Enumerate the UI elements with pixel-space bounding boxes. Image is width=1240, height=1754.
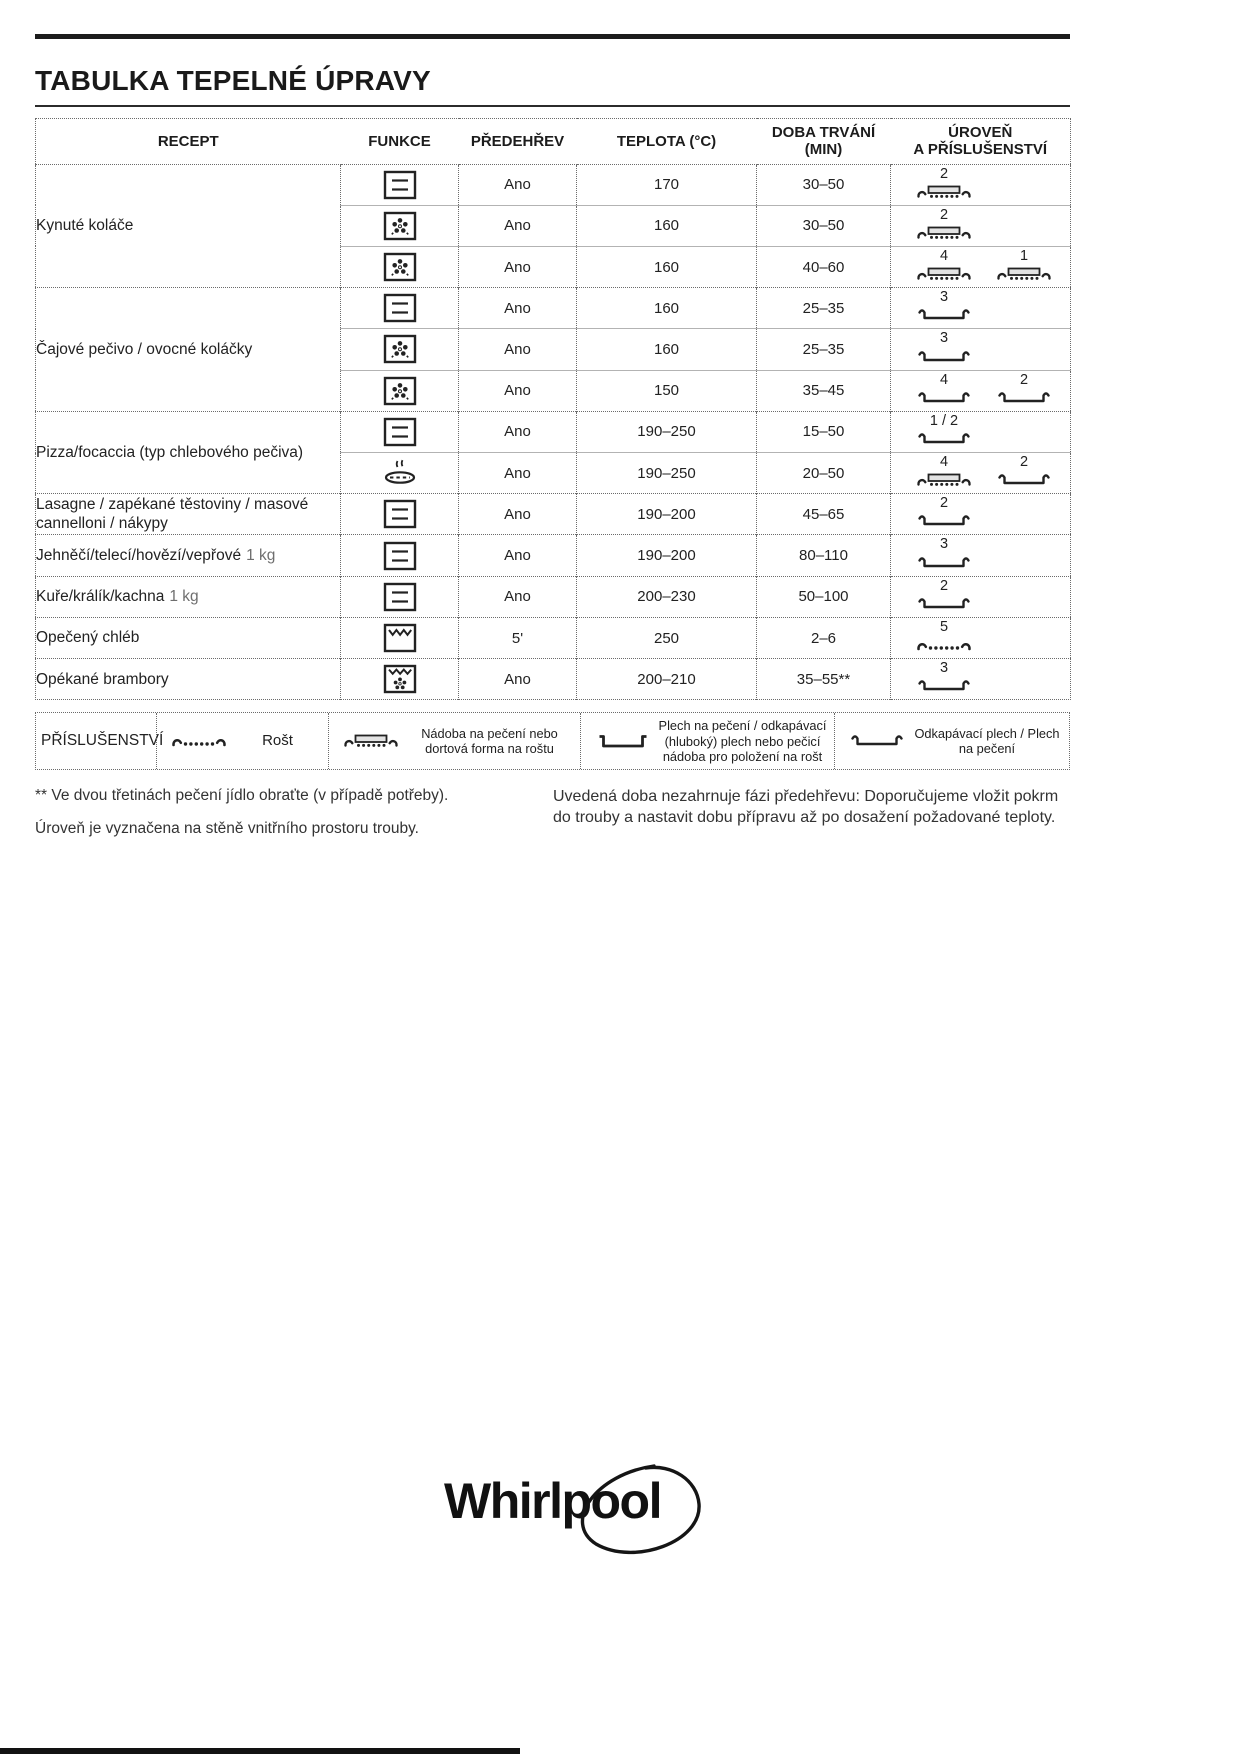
baking-tray-icon [916, 349, 972, 365]
recipe-suffix: 1 kg [246, 546, 276, 564]
legend-item-text: Odkapávací plech / Plech na pečení [914, 725, 1060, 757]
recipe-cell [36, 494, 341, 535]
tray-on-shelf-icon [916, 184, 972, 200]
level-indicators [891, 535, 1070, 575]
duration-cell: 25–35 [757, 329, 891, 370]
function-cell [341, 329, 459, 370]
duration-cell: 2–6 [757, 617, 891, 658]
temperature-cell: 190–200 [577, 494, 757, 535]
level-indicators [891, 412, 1070, 452]
table-row [36, 617, 1071, 658]
temperature-cell: 250 [577, 617, 757, 658]
temperature-cell: 190–200 [577, 535, 757, 576]
grill-icon [380, 623, 420, 653]
level-indicators [891, 288, 1070, 328]
column-header-recipe: RECEPT [36, 119, 341, 165]
pizza-function-icon [380, 458, 420, 488]
table-row [36, 494, 1071, 535]
function-cell [341, 453, 459, 494]
duration-cell: 25–35 [757, 288, 891, 329]
preheat-cell: Ano [459, 246, 577, 287]
footnotes [35, 786, 1070, 852]
legend-item-tray-on-shelf [328, 713, 580, 769]
turbo-grill-icon [380, 664, 420, 694]
level-indicator [915, 496, 973, 529]
baking-tray-icon [996, 472, 1052, 488]
level-number: 2 [1019, 454, 1029, 471]
wire-shelf-icon [916, 637, 972, 653]
fan-oven-icon [380, 334, 420, 364]
conventional-oven-icon [380, 541, 420, 571]
temperature-cell: 200–210 [577, 659, 757, 700]
temperature-cell: 160 [577, 329, 757, 370]
level-indicators [891, 165, 1070, 205]
baking-tray-icon [916, 431, 972, 447]
duration-cell: 35–55** [757, 659, 891, 700]
footnote-turn-food: ** Ve dvou třetinách pečení jídlo obraťte (v případě potřeby). [35, 787, 449, 805]
table-row [36, 659, 1071, 700]
recipe-name: Kynuté koláče [36, 217, 134, 235]
temperature-cell: 160 [577, 205, 757, 246]
header-row [36, 119, 1071, 165]
column-header-level [891, 119, 1071, 165]
deep-tray-icon [595, 732, 651, 750]
fan-oven-icon [380, 252, 420, 282]
level-cell [891, 164, 1071, 205]
level-number: 4 [939, 454, 949, 471]
recipe-suffix: 1 kg [169, 588, 199, 606]
temperature-cell: 190–250 [577, 453, 757, 494]
level-number: 2 [939, 206, 949, 223]
preheat-cell: Ano [459, 370, 577, 411]
table-row [36, 164, 1071, 205]
duration-header-line2: (MIN) [804, 141, 843, 159]
footnote-level-marking: Úroveň je vyznačena na stěně vnitřního prostoru trouby. [35, 820, 419, 838]
column-header-duration [757, 119, 891, 165]
level-cell [891, 411, 1071, 452]
level-number: 3 [939, 289, 949, 306]
table-row [36, 576, 1071, 617]
table-row [36, 411, 1071, 452]
recipe-name: Kuře/králík/kachna [36, 588, 165, 606]
conventional-oven-icon [380, 417, 420, 447]
level-indicators [891, 247, 1070, 287]
function-cell [341, 535, 459, 576]
baking-tray-icon [916, 596, 972, 612]
level-cell [891, 370, 1071, 411]
footnotes-left [35, 786, 513, 852]
function-cell [341, 494, 459, 535]
tray-on-shelf-icon [916, 266, 972, 282]
conventional-oven-icon [380, 582, 420, 612]
whirlpool-logo [444, 1472, 661, 1530]
footnote-preheat-info: Uvedená doba nezahrnuje fázi předehřevu: Doporučujeme vložit pokrm do trouby a nastavit dobu přípravu až po dosažení požadované teploty. [553, 788, 1059, 827]
level-indicator [915, 414, 973, 447]
fan-oven-icon [380, 376, 420, 406]
level-indicator [915, 331, 973, 364]
recipe-cell [36, 617, 341, 658]
recipe-cell [36, 164, 341, 288]
level-cell [891, 617, 1071, 658]
level-indicators [891, 577, 1070, 617]
level-indicator [915, 537, 973, 570]
recipe-name: Pizza/focaccia (typ chlebového pečiva) [36, 443, 304, 461]
duration-cell: 80–110 [757, 535, 891, 576]
preheat-cell: Ano [459, 494, 577, 535]
legend-label: PŘÍSLUŠENSTVÍ [41, 732, 164, 750]
level-indicator [915, 249, 973, 282]
temperature-cell: 170 [577, 164, 757, 205]
temperature-cell: 160 [577, 246, 757, 287]
level-number: 2 [939, 165, 949, 182]
recipe-cell [36, 535, 341, 576]
function-cell [341, 164, 459, 205]
level-indicators [891, 659, 1070, 699]
level-cell [891, 453, 1071, 494]
level-number: 3 [939, 536, 949, 553]
preheat-cell: Ano [459, 453, 577, 494]
level-number: 4 [939, 247, 949, 264]
level-indicator [915, 373, 973, 406]
temperature-cell: 150 [577, 370, 757, 411]
level-indicator [915, 208, 973, 241]
level-number: 3 [939, 660, 949, 677]
tray-on-shelf-icon [916, 472, 972, 488]
level-cell [891, 246, 1071, 287]
level-indicators [891, 206, 1070, 246]
column-header-temperature: TEPLOTA (°C) [577, 119, 757, 165]
preheat-cell: Ano [459, 659, 577, 700]
level-indicators [891, 494, 1070, 534]
duration-cell: 45–65 [757, 494, 891, 535]
level-number: 4 [939, 371, 949, 388]
preheat-cell: Ano [459, 329, 577, 370]
recipe-cell [36, 576, 341, 617]
function-cell [341, 205, 459, 246]
preheat-cell: Ano [459, 164, 577, 205]
table-row [36, 288, 1071, 329]
duration-cell: 20–50 [757, 453, 891, 494]
function-cell [341, 370, 459, 411]
duration-cell: 30–50 [757, 164, 891, 205]
temperature-cell: 200–230 [577, 576, 757, 617]
duration-cell: 15–50 [757, 411, 891, 452]
level-number: 2 [939, 577, 949, 594]
page-title: TABULKA TEPELNÉ ÚPRAVY [35, 65, 431, 96]
level-cell [891, 535, 1071, 576]
function-cell [341, 659, 459, 700]
level-indicator [915, 455, 973, 488]
tray-on-shelf-icon [916, 225, 972, 241]
level-indicator [995, 249, 1053, 282]
baking-tray-icon [916, 307, 972, 323]
level-indicators [891, 618, 1070, 658]
duration-cell: 35–45 [757, 370, 891, 411]
duration-cell: 50–100 [757, 576, 891, 617]
column-header-preheat: PŘEDEHŘEV [459, 119, 577, 165]
recipe-cell [36, 288, 341, 412]
preheat-cell: Ano [459, 576, 577, 617]
legend-item-text: Nádoba na pečení nebo dortová forma na roštu [421, 725, 558, 757]
level-number: 3 [939, 330, 949, 347]
baking-tray-icon [916, 555, 972, 571]
baking-tray-icon [916, 513, 972, 529]
conventional-oven-icon [380, 499, 420, 529]
brand-logo-area [35, 1472, 1070, 1530]
temperature-cell: 190–250 [577, 411, 757, 452]
column-header-function: FUNKCE [341, 119, 459, 165]
level-cell [891, 329, 1071, 370]
level-indicator [915, 167, 973, 200]
level-indicator [915, 290, 973, 323]
level-indicators [891, 453, 1070, 493]
baking-tray-icon [916, 390, 972, 406]
function-cell [341, 246, 459, 287]
level-indicator [915, 661, 973, 694]
level-cell [891, 494, 1071, 535]
preheat-cell: Ano [459, 205, 577, 246]
legend-item-drip-tray [834, 713, 1069, 769]
recipe-name: Čajové pečivo / ovocné koláčky [36, 340, 253, 358]
page-edge-bar [0, 1748, 520, 1754]
legend-item-wire-shelf [156, 713, 328, 769]
level-cell [891, 288, 1071, 329]
level-number: 1 / 2 [929, 412, 959, 429]
drip-tray-icon [849, 733, 905, 749]
baking-tray-icon [916, 678, 972, 694]
legend-item-text: Rošt [262, 732, 293, 750]
recipe-cell [36, 411, 341, 493]
baking-tray-icon [996, 390, 1052, 406]
function-cell [341, 288, 459, 329]
top-rule [35, 34, 1070, 39]
tray-on-shelf-icon [996, 266, 1052, 282]
cooking-table [35, 118, 1071, 700]
preheat-cell: Ano [459, 411, 577, 452]
function-cell [341, 411, 459, 452]
recipe-name: Opékané brambory [36, 670, 169, 688]
level-number: 1 [1019, 247, 1029, 264]
wire-shelf-icon [171, 733, 227, 749]
page-content [35, 34, 1070, 853]
function-cell [341, 617, 459, 658]
level-cell [891, 576, 1071, 617]
conventional-oven-icon [380, 293, 420, 323]
level-indicators [891, 371, 1070, 411]
level-indicator [915, 579, 973, 612]
level-number: 2 [1019, 371, 1029, 388]
duration-header-line1: DOBA TRVÁNÍ [771, 124, 876, 141]
fan-oven-icon [380, 211, 420, 241]
duration-cell: 40–60 [757, 246, 891, 287]
legend-item-text: Plech na pečení / odkapávací (hluboký) plech nebo pečicí nádoba pro položení na rošt [658, 717, 827, 765]
preheat-cell: 5' [459, 617, 577, 658]
level-cell [891, 205, 1071, 246]
recipe-name: Opečený chléb [36, 629, 140, 647]
preheat-cell: Ano [459, 535, 577, 576]
level-number: 5 [939, 618, 949, 635]
level-number: 2 [939, 495, 949, 512]
level-indicator [995, 455, 1053, 488]
conventional-oven-icon [380, 170, 420, 200]
function-cell [341, 576, 459, 617]
level-indicators [891, 329, 1070, 369]
level-header-line1: ÚROVEŇ [948, 124, 1013, 141]
level-indicator [995, 373, 1053, 406]
whirlpool-logo-text: Whirlpool [444, 1473, 661, 1529]
tray-on-shelf-icon [343, 733, 399, 749]
title-rule [35, 105, 1070, 107]
preheat-cell: Ano [459, 288, 577, 329]
table-row [36, 535, 1071, 576]
temperature-cell: 160 [577, 288, 757, 329]
recipe-cell [36, 659, 341, 700]
level-indicator [915, 620, 973, 653]
recipe-name: Lasagne / zapékané těstoviny / masové cannelloni / nákypy [36, 495, 309, 533]
level-header-line2: A PŘÍSLUŠENSTVÍ [913, 141, 1048, 159]
duration-cell: 30–50 [757, 205, 891, 246]
legend-item-deep-tray [580, 713, 834, 769]
level-cell [891, 659, 1071, 700]
recipe-name: Jehněčí/telecí/hovězí/vepřové [36, 546, 242, 564]
accessories-legend [35, 712, 1070, 770]
